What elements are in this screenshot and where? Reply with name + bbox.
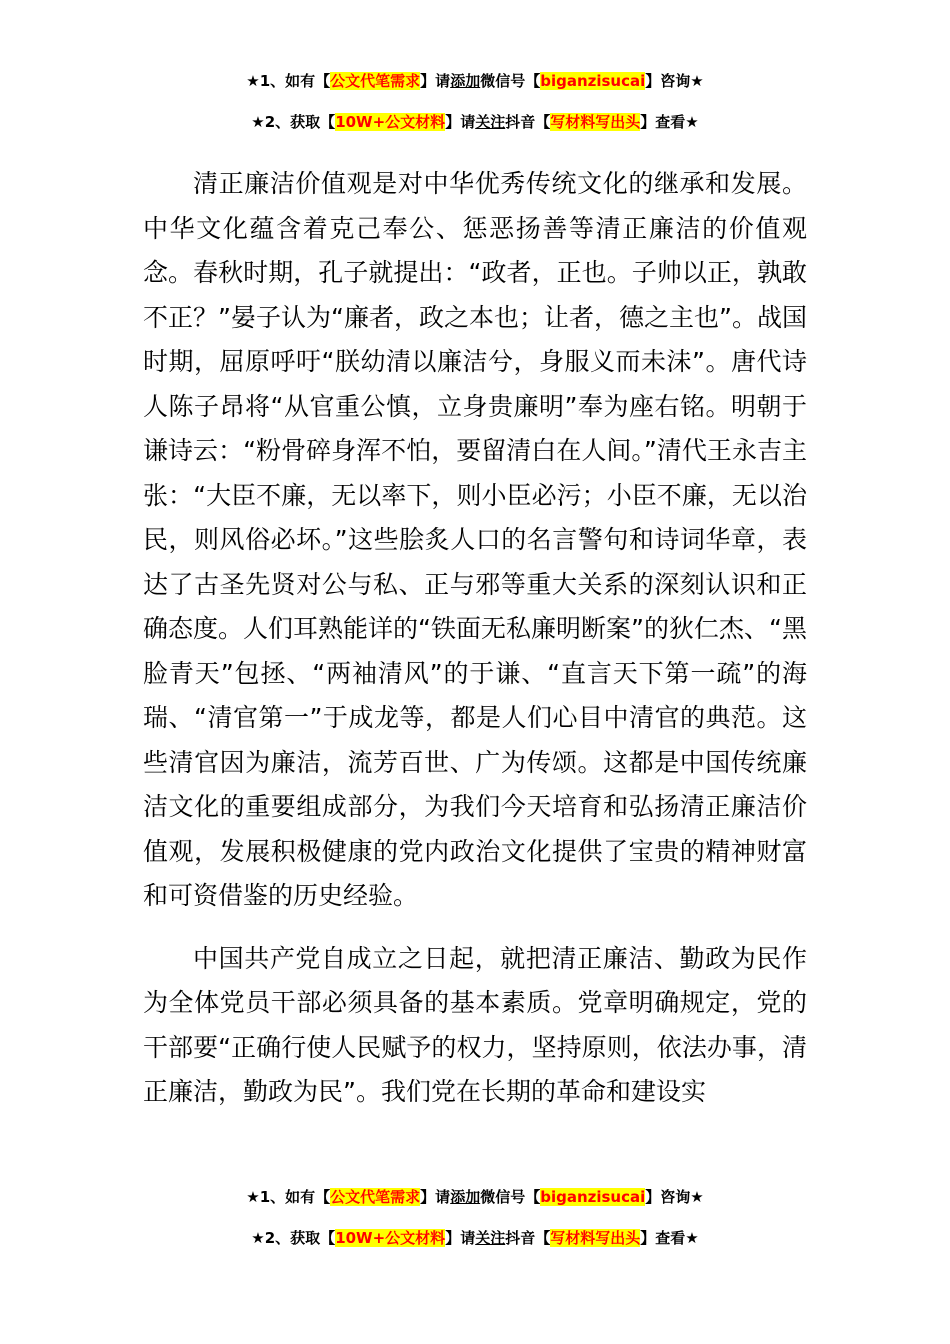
- notice-highlight: 写材料写出头: [550, 1229, 641, 1247]
- notice-text: ★2、获取【: [251, 1229, 336, 1247]
- notice-text: 】请: [445, 1229, 476, 1247]
- notice-text: 抖音【: [505, 113, 551, 131]
- notice-highlight: 写材料写出头: [550, 113, 641, 131]
- notice-underlined-text: 关注: [475, 1229, 506, 1247]
- notice-highlight: 公文代笔需求: [330, 72, 421, 90]
- notice-highlight: 公文代笔需求: [330, 1188, 421, 1206]
- notice-highlight: 10W+公文材料: [335, 113, 446, 131]
- notice-text: ★1、如有【: [246, 72, 331, 90]
- notice-text: 】请: [420, 72, 451, 90]
- notice-text: 】查看★: [640, 113, 699, 131]
- notice-text: ★2、获取【: [251, 113, 336, 131]
- notice-text: 】咨询★: [645, 1188, 704, 1206]
- notice-text: 】请: [445, 113, 476, 131]
- notice-highlight: 10W+公文材料: [335, 1229, 446, 1247]
- notice-underlined-text: 添加: [450, 1188, 481, 1206]
- document-body: [143, 162, 807, 1115]
- notice-text: ★1、如有【: [246, 1188, 331, 1206]
- footer-notice-line-1: [0, 1186, 950, 1208]
- notice-highlight: biganzisucai: [540, 1188, 646, 1206]
- notice-underlined-text: 关注: [475, 113, 506, 131]
- body-paragraph-2: 中国共产党自成立之日起，就把清正廉洁、勤政为民作为全体党员干部必须具备的基本素质。党章明确规定，党的干部要“正确行使人民赋予的权力，坚持原则，依法办事，清正廉洁，勤政为民”。我们党在长期的革命和建设实: [143, 943, 807, 1106]
- notice-text: 】请: [420, 1188, 451, 1206]
- notice-highlight: biganzisucai: [540, 72, 646, 90]
- header-notice-line-1: [0, 70, 950, 92]
- body-paragraph-1: 清正廉洁价值观是对中华优秀传统文化的继承和发展。中华文化蕴含着克己奉公、惩恶扬善等清正廉洁的价值观念。春秋时期，孔子就提出：“政者，正也。子帅以正，孰敢不正？”晏子认为“廉者，政之本也；让者，德之主也”。战国时期，屈原呼吁“朕幼清以廉洁兮，身服义而未沬”。唐代诗人陈子昂将“从官重公慎，立身贵廉明”奉为座右铭。明朝于谦诗云：“粉骨碎身浑不怕，要留清白在人间。”清代王永吉主张：“大臣不廉，无以率下，则小臣必污；小臣不廉，无以治民，则风俗必坏。”这些脍炙人口的名言警句和诗词华章，表达了古圣先贤对公与私、正与邪等重大关系的深刻认识和正确态度。人们耳熟能详的“铁面无私廉明断案”的狄仁杰、“黑脸青天”包拯、“两袖清风”的于谦、“直言天下第一疏”的海瑞、“清官第一”于成龙等，都是人们心目中清官的典范。这些清官因为廉洁，流芳百世、广为传颂。这都是中国传统廉洁文化的重要组成部分，为我们今天培育和弘扬清正廉洁价值观，发展积极健康的党内政治文化提供了宝贵的精神财富和可资借鉴的历史经验。: [143, 169, 807, 910]
- notice-text: 】咨询★: [645, 72, 704, 90]
- header-notice-line-2: [0, 111, 950, 133]
- notice-underlined-text: 添加: [450, 72, 481, 90]
- footer-notice-line-2: [0, 1227, 950, 1249]
- notice-text: 微信号【: [480, 1188, 541, 1206]
- notice-text: 微信号【: [480, 72, 541, 90]
- notice-text: 抖音【: [505, 1229, 551, 1247]
- notice-text: 】查看★: [640, 1229, 699, 1247]
